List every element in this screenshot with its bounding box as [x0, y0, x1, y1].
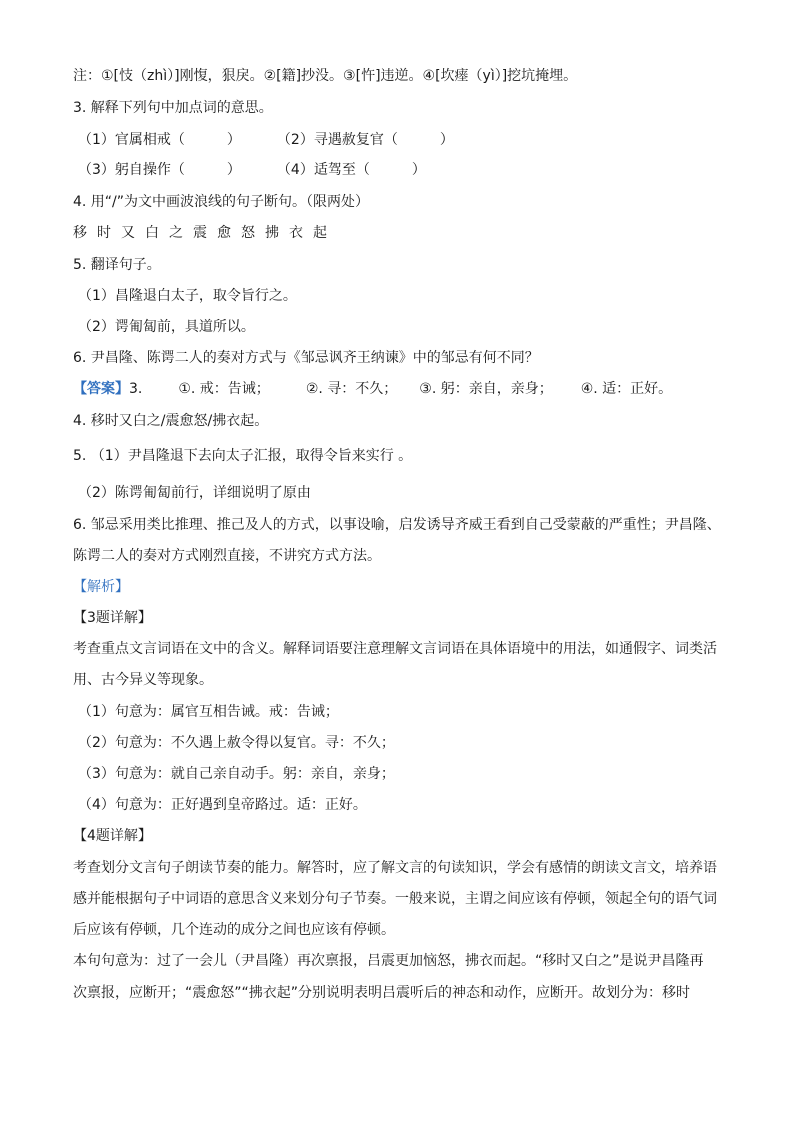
analysis-q3-item-4: （4）句意为：正好遇到皇帝路过。适：正好。: [78, 797, 367, 813]
answer-q3-prefix: 3.: [129, 381, 143, 397]
annotation-note: 注：①[忮（zhì）]刚愎，狠戾。②[籍]抄没。③[忤]违逆。④[坎瘗（yì）]挖坑掩埋。: [73, 68, 578, 84]
analysis-q4-para-line-1: 考查划分文言句子朗读节奏的能力。解答时，应了解文言的句读知识，学会有感情的朗读文言文，培养语: [73, 860, 717, 876]
analysis-q3-para-line-2: 用、古今异义等现象。: [73, 672, 213, 688]
analysis-q3-item-3: （3）句意为：就自己亲自动手。躬：亲自，亲身；: [78, 766, 395, 782]
analysis-tag: 【解析】: [73, 579, 129, 595]
answer-tag: 【答案】: [73, 381, 129, 397]
analysis-q3-item-1: （1）句意为：属官互相告诫。戒：告诫；: [78, 704, 339, 720]
answer-q4: 4. 移时又白之/震愈怒/拂衣起。: [73, 413, 269, 429]
analysis-q4-title: 【4题详解】: [73, 828, 152, 844]
answer-q3-line: [73, 379, 672, 399]
analysis-q4-para-line-2: 感并能根据句子中词语的意思含义来划分句子节奏。一般来说，主谓之间应该有停顿，领起全句的语气词: [73, 891, 717, 907]
analysis-q3-para-line-1: 考查重点文言词语在文中的含义。解释词语要注意理解文言词语在具体语境中的用法，如通假字、词类活: [73, 641, 717, 657]
analysis-q3-item-2: （2）句意为：不久遇上赦令得以复官。寻：不久；: [78, 735, 395, 751]
question-5-sentence-2: （2）谔匍匐前，具道所以。: [78, 319, 255, 335]
analysis-q4-para2-line-2: 次禀报，应断开；“震愈怒”“拂衣起”分别说明表明吕震听后的神态和动作，应断开。故划分为：移时: [73, 985, 691, 1001]
answer-q3-item-4: ④. 适：正好。: [580, 381, 673, 397]
question-3-item-3: （3）躬自操作（ ）: [78, 162, 241, 178]
question-6-title: 6. 尹昌隆、陈谔二人的奏对方式与《邹忌讽齐王纳谏》中的邹忌有何不同？: [73, 350, 539, 366]
answer-q3-item-3: ③. 躬：亲自，亲身；: [419, 381, 553, 397]
question-3-row-2: [78, 160, 426, 180]
answer-q3-item-2: ②. 寻：不久；: [305, 381, 398, 397]
question-4-title: 4. 用“/”为文中画波浪线的句子断句。（限两处）: [73, 194, 370, 210]
question-3-item-2: （2）寻遇赦复官（ ）: [276, 132, 454, 148]
question-5-sentence-1: （1）昌隆退白太子，取令旨行之。: [78, 288, 297, 304]
question-3-title: 3. 解释下列句中加点词的意思。: [73, 100, 273, 116]
question-5-title: 5. 翻译句子。: [73, 257, 161, 273]
question-4-sentence: 移时又白之震愈怒拂衣起: [73, 225, 337, 241]
answer-q5-1: 5. （1）尹昌隆退下去向太子汇报，取得令旨来实行 。: [73, 448, 413, 464]
analysis-q4-para-line-3: 后应该有停顿，几个连动的成分之间也应该有停顿。: [73, 922, 395, 938]
analysis-q4-para2-line-1: 本句句意为：过了一会儿（尹昌隆）再次禀报，吕震更加恼怒，拂衣而起。“移时又白之”是说尹昌隆再: [73, 953, 704, 969]
answer-q6-line-1: 6. 邹忌采用类比推理、推己及人的方式，以事设喻，启发诱导齐威王看到自己受蒙蔽的严重性；尹昌隆、: [73, 517, 721, 533]
analysis-q3-title: 【3题详解】: [73, 610, 152, 626]
question-3-item-1: （1）官属相戒（ ）: [78, 132, 241, 148]
question-3-item-4: （4）适驾至（ ）: [276, 162, 426, 178]
question-3-row-1: [78, 130, 454, 150]
answer-q5-2: （2）陈谔匍匐前行，详细说明了原由: [78, 485, 311, 501]
answer-q6-line-2: 陈谔二人的奏对方式刚烈直接，不讲究方式方法。: [73, 548, 381, 564]
answer-q3-item-1: ①. 戒：告诫；: [178, 381, 270, 397]
